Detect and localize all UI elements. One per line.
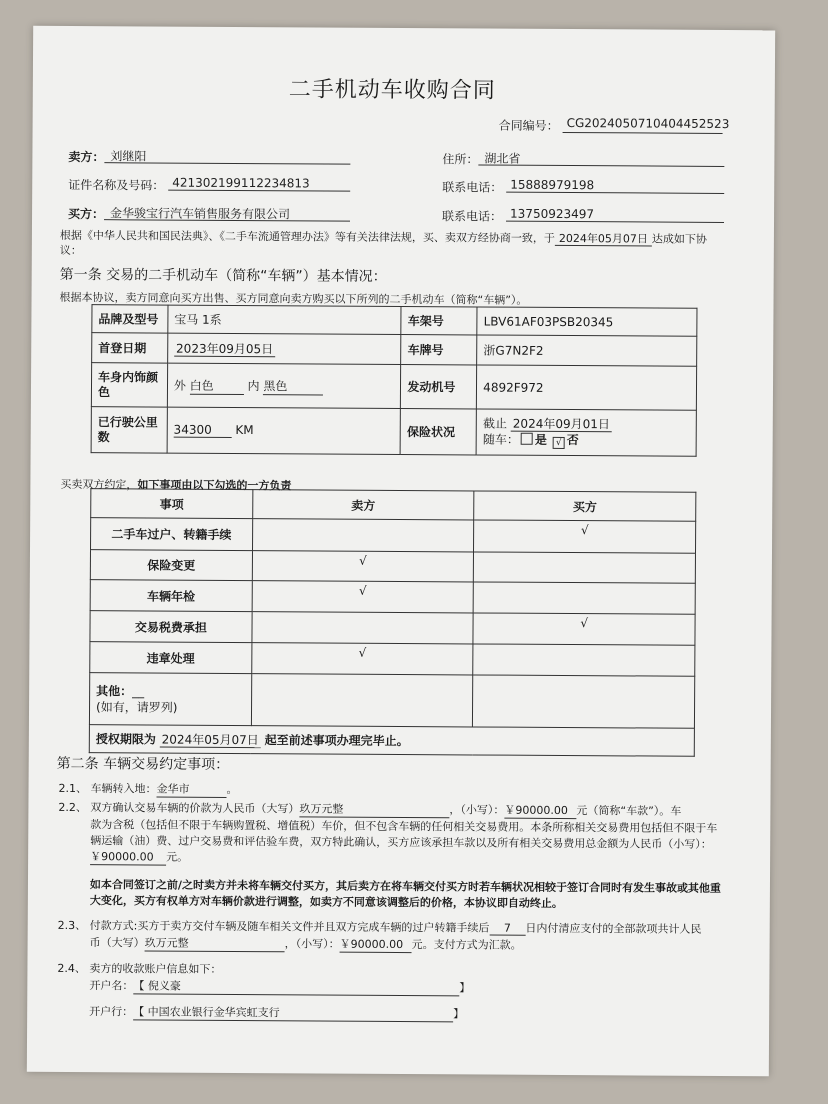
clause-2-2-line2: 款为含税（包括但不限于车辆购置税、增值税）车价，但不包含车辆的任何相关交易费用。本条所称相关交易费用包括但不限于车 bbox=[90, 818, 718, 835]
contract-page bbox=[27, 26, 775, 1077]
document-title: 二手机动车收购合同 bbox=[288, 77, 496, 104]
preamble-line2: 议： bbox=[59, 243, 82, 258]
col-seller: 卖方 bbox=[252, 490, 474, 520]
price-upper: 玖万元整 bbox=[299, 800, 449, 818]
adjustment-clause-line1: 如本合同签订之前/之时卖方并未将车辆交付买方，其后卖方在将车辆交付买方时若车辆状况相较于签订合同时有发生事故或其他重 bbox=[89, 878, 721, 895]
vin-label: 车架号 bbox=[401, 306, 477, 334]
plate-label: 车牌号 bbox=[401, 334, 477, 364]
table-row: 违章处理 √ bbox=[90, 642, 695, 677]
article-1-heading: 第一条 交易的二手机动车（简称“车辆”）基本情况： bbox=[59, 266, 387, 285]
clause-2-1: 2.1、 车辆转入地：金华市 。 bbox=[58, 781, 238, 797]
buyer-phone: 13750923497 bbox=[510, 206, 595, 222]
interior-color: 黑色 bbox=[263, 377, 323, 395]
responsibility-intro: 买卖双方约定，如下事项由以下勾选的一方负责 bbox=[60, 477, 292, 493]
col-item: 事项 bbox=[91, 489, 253, 519]
buyer-phone-label: 联系电话： bbox=[442, 209, 503, 224]
mileage-unit: KM bbox=[235, 422, 254, 438]
total-amount: ￥90000.00 bbox=[90, 848, 166, 865]
other-cell: 其他：__ (如有，请罗列) bbox=[89, 673, 251, 726]
deadline-cell: 授权期限为 2024年05月07日 起至前述事项办理完毕止。 bbox=[89, 725, 694, 757]
color-cell: 外 白色 内 黑色 bbox=[167, 363, 401, 408]
seller-check: √ bbox=[252, 581, 474, 613]
account-bank: 【 中国农业银行金华宾虹支行 bbox=[133, 1003, 453, 1022]
seller-label: 卖方： bbox=[68, 149, 105, 165]
article-1-intro: 根据本协议，卖方同意向买方出售、买方同意向卖方购买以下所列的二手机动车（简称“车辆”）。 bbox=[59, 290, 528, 307]
account-bank-row: 开户行：【 中国农业银行金华宾虹支行 】 bbox=[89, 1005, 465, 1021]
clause-2-4: 2.4、 卖方的收款账户信息如下： bbox=[57, 961, 222, 976]
payment-upper: 玖万元整 bbox=[145, 934, 285, 952]
seller-id: 421302199112234813 bbox=[172, 175, 310, 191]
insurance-label: 保险状况 bbox=[400, 408, 476, 454]
buyer-check bbox=[473, 644, 695, 676]
payment-days: 7 bbox=[489, 922, 525, 936]
insurance-yes-checkbox bbox=[521, 433, 533, 445]
mileage-label: 已行驶公里数 bbox=[91, 407, 167, 453]
seller-name: 刘继阳 bbox=[110, 149, 147, 164]
account-name: 【 倪义豪 bbox=[133, 977, 459, 996]
engine-label: 发动机号 bbox=[401, 364, 477, 408]
reg-date-value: 2023年09月05日 bbox=[174, 342, 275, 358]
buyer-check: √ bbox=[473, 613, 695, 645]
vin-value: LBV61AF03PSB20345 bbox=[477, 307, 697, 336]
seller-address-label: 住所： bbox=[442, 152, 479, 167]
mileage-value: 34300 bbox=[174, 423, 232, 438]
table-row: 保险变更 √ bbox=[90, 550, 695, 584]
seller-phone-label: 联系电话： bbox=[442, 180, 503, 195]
buyer-check bbox=[473, 582, 695, 614]
exterior-color: 白色 bbox=[190, 376, 244, 394]
seller-check bbox=[252, 519, 474, 552]
col-buyer: 买方 bbox=[474, 491, 696, 521]
brand-value: 宝马 1系 bbox=[168, 305, 402, 334]
contract-no-label: 合同编号： bbox=[498, 118, 559, 133]
table-row: 二手车过户、转籍手续 √ bbox=[91, 518, 696, 554]
responsibility-table bbox=[89, 488, 697, 757]
mileage-cell bbox=[167, 407, 401, 454]
plate-value: 浙G7N2F2 bbox=[477, 335, 697, 366]
reg-date-cell bbox=[167, 333, 401, 364]
insurance-cell: 截止 2024年09月01日 随车： 是 √ 否 bbox=[476, 409, 696, 456]
payment-lower: ￥90000.00 bbox=[340, 936, 412, 953]
clause-2-3-line1: 2.3、 付款方式:买方于卖方交付车辆及随车相关文件并且双方完成车辆的过户转籍手续后 7 日内付清应支付的全部款项共计人民 bbox=[57, 918, 702, 936]
clause-2-3-line2: 币（大写）玖万元整 ，（小写）：￥90000.00 元。支付方式为汇款。 bbox=[89, 936, 522, 952]
preamble-text: 根据《中华人民共和国民法典》、《二手车流通管理办法》等有关法律法规，买、卖双方经协商一致，于 2024年05月07日 达成如下协 bbox=[59, 228, 707, 246]
preamble-date: 2024年05月07日 bbox=[555, 232, 652, 247]
vehicle-info-table bbox=[91, 304, 698, 457]
reg-date-label: 首登日期 bbox=[92, 333, 168, 363]
brand-label: 品牌及型号 bbox=[92, 305, 168, 333]
insurance-until: 2024年09月01日 bbox=[511, 417, 612, 433]
table-row: 交易税费承担 √ bbox=[90, 611, 695, 646]
clause-2-2-line1: 2.2、 双方确认交易车辆的价款为人民币（大写）玖万元整 ，（小写）：￥90000.00 元（简称“车款”）。车 bbox=[58, 800, 682, 818]
clause-2-2-line3: 辆运输（油）费、过户交易费和评估验车费，双方特此确认，买方应该承担车款以及所有相关交易费用总金额为人民币（小写）： bbox=[90, 834, 712, 851]
adjustment-clause-line2: 大变化，买方有权单方对车辆价款进行调整，如卖方不同意该调整后的价格，本协议即自动终止。 bbox=[89, 894, 563, 910]
color-label: 车身内饰颜色 bbox=[91, 363, 167, 407]
deadline-date: 2024年05月07日 bbox=[160, 733, 261, 749]
price-lower: ￥90000.00 bbox=[504, 802, 576, 819]
seller-check: √ bbox=[251, 643, 473, 675]
engine-value: 4892F972 bbox=[477, 365, 697, 410]
clause-2-2-line4: ￥90000.00 元。 bbox=[90, 850, 189, 864]
buyer-name: 金华骏宝行汽车销售服务有限公司 bbox=[110, 206, 291, 222]
insurance-no-checkbox: √ bbox=[553, 437, 565, 449]
buyer-check bbox=[474, 552, 696, 583]
seller-address: 湖北省 bbox=[484, 151, 521, 166]
seller-check bbox=[252, 612, 474, 644]
destination-city: 金华市 bbox=[156, 781, 226, 798]
seller-id-label: 证件名称及号码： bbox=[68, 177, 165, 193]
buyer-label: 买方： bbox=[68, 206, 105, 222]
buyer-check: √ bbox=[474, 520, 696, 553]
contract-no-value: CG2024050710404452523 bbox=[566, 116, 730, 131]
article-2-heading: 第二条 车辆交易约定事项： bbox=[56, 755, 230, 773]
seller-phone: 15888979198 bbox=[510, 177, 595, 193]
table-row: 车辆年检 √ bbox=[90, 580, 695, 615]
seller-check: √ bbox=[252, 551, 474, 582]
account-name-row: 开户名：【 倪义豪 】 bbox=[89, 979, 471, 995]
table-row bbox=[89, 673, 694, 729]
